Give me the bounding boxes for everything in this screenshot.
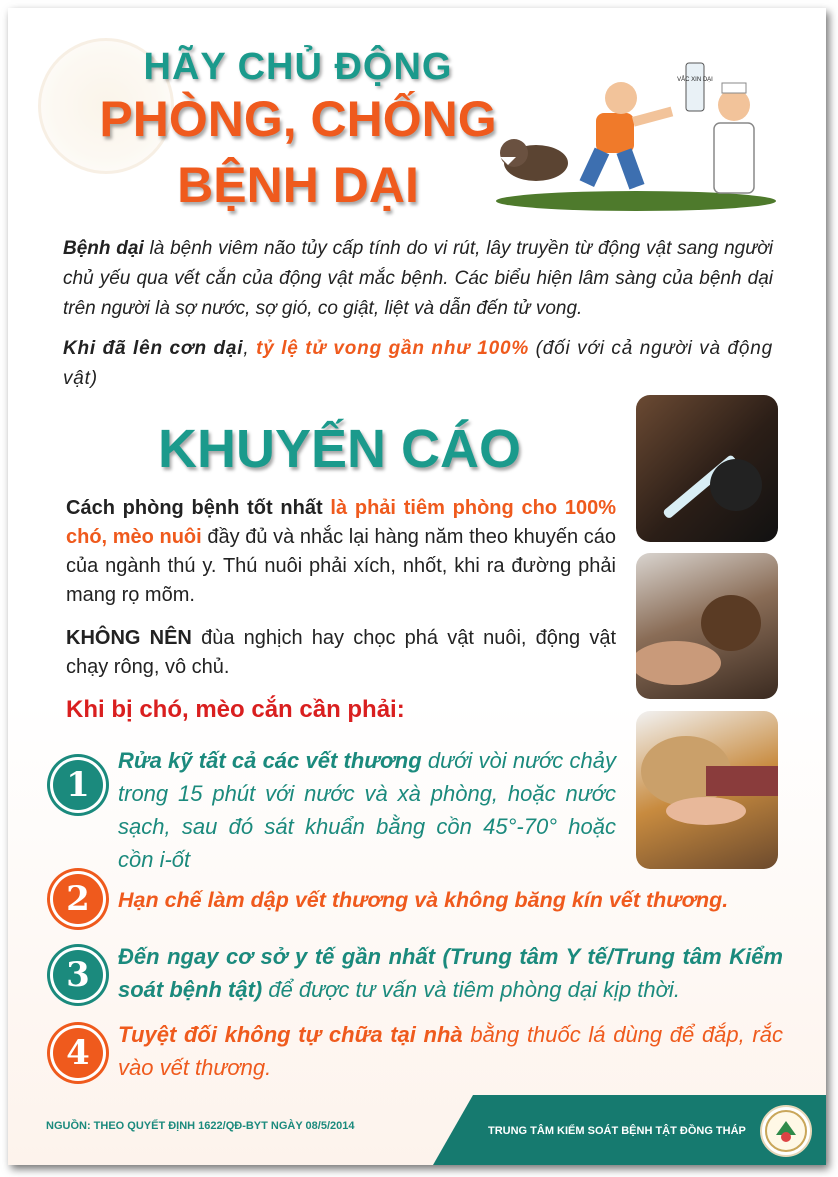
footer-source: NGUỒN: THEO QUYẾT ĐỊNH 1622/QĐ-BYT NGÀY 08/5/2014 — [46, 1120, 355, 1132]
step-2-text: Hạn chế làm dập vết thương và không băng kín vết thương. — [118, 888, 729, 912]
intro-text: là bệnh viêm não tủy cấp tính do vi rút, lây truyền từ động vật sang người chủ yếu qua vết cắn của động vật mắc bệnh. Các biểu hiện lâm sàng của bệnh dại trên người là sợ nước, sợ gió, co giật, liệt và dẫn đến tử vong. — [63, 238, 773, 319]
step-4-rest: bằng thuốc lá dùng để đắp, rắc vào vết thương. — [118, 1022, 783, 1080]
mortality-comma: , — [243, 338, 250, 359]
mortality-tail: (đối với cả người và động vật) — [63, 338, 773, 389]
dog-bite-arm-photo-icon — [636, 711, 778, 869]
step-4-text — [118, 1018, 783, 1084]
mortality-highlight: tỷ lệ tử vong gần như 100% — [256, 338, 530, 359]
recommendation-paragraph-1 — [66, 494, 616, 610]
intro-paragraph — [63, 234, 773, 324]
step-number-1: 1 — [53, 760, 103, 810]
cdc-logo-icon — [760, 1105, 812, 1157]
running-man-figure — [580, 82, 674, 189]
step-3-text — [118, 940, 783, 1006]
mortality-paragraph — [63, 334, 773, 394]
step-3-rest: để được tư vấn và tiêm phòng dại kịp thời. — [262, 977, 680, 1002]
p2-lead: KHÔNG NÊN — [66, 627, 192, 649]
chihuahua-bite-photo-icon — [636, 553, 778, 699]
step-1-text — [118, 744, 616, 876]
intro-term: Bệnh dại — [63, 238, 144, 259]
title-line-3: BỆNH DẠI — [177, 157, 419, 213]
dog-injection-photo-icon — [636, 395, 778, 542]
p1-lead: Cách phòng bệnh tốt nhất — [66, 497, 331, 519]
mortality-lead: Khi đã lên cơn dại — [63, 338, 244, 359]
footer-org: TRUNG TÂM KIỂM SOÁT BỆNH TẬT ĐỒNG THÁP — [488, 1125, 746, 1137]
title-line-2: PHÒNG, CHỐNG — [99, 91, 497, 147]
bite-heading: Khi bị chó, mèo cắn cần phải: — [66, 696, 405, 723]
dog-figure — [500, 139, 568, 181]
p1-highlight: là phải tiêm phòng cho 100% chó, mèo nuôi — [66, 497, 616, 548]
step-3-bold: Đến ngay cơ sở y tế gần nhất (Trung tâm Y tế/Trung tâm Kiểm soát bệnh tật) — [118, 944, 783, 1002]
vaccine-cartoon-icon — [486, 53, 786, 213]
vaccine-label: VẮC XIN DẠI — [677, 77, 713, 83]
title-line-1: HÃY CHỦ ĐỘNG — [143, 46, 453, 88]
poster — [8, 8, 826, 1165]
p2-tail: đùa nghịch hay chọc phá vật nuôi, động vật chạy rông, vô chủ. — [66, 627, 616, 678]
step-number-3: 3 — [53, 950, 103, 1000]
step-number-2: 2 — [53, 874, 103, 924]
step-1-bold: Rửa kỹ tất cả các vết thương — [118, 748, 422, 773]
recommendation-title: KHUYẾN CÁO — [158, 419, 522, 479]
recommendation-paragraph-2 — [66, 624, 616, 682]
step-number-4: 4 — [53, 1028, 103, 1078]
p1-tail: đầy đủ và nhắc lại hàng năm theo khuyến cáo của ngành thú y. Thú nuôi phải xích, nhốt, khi ra đường phải mang rọ mõm. — [66, 526, 617, 606]
step-4-bold: Tuyệt đối không tự chữa tại nhà — [118, 1022, 463, 1047]
step-1-rest: dưới vòi nước chảy trong 15 phút với nước và xà phòng, hoặc nước sạch, sau đó sát khuẩn bằng cồn 45°-70° hoặc cồn i-ốt — [118, 748, 617, 872]
